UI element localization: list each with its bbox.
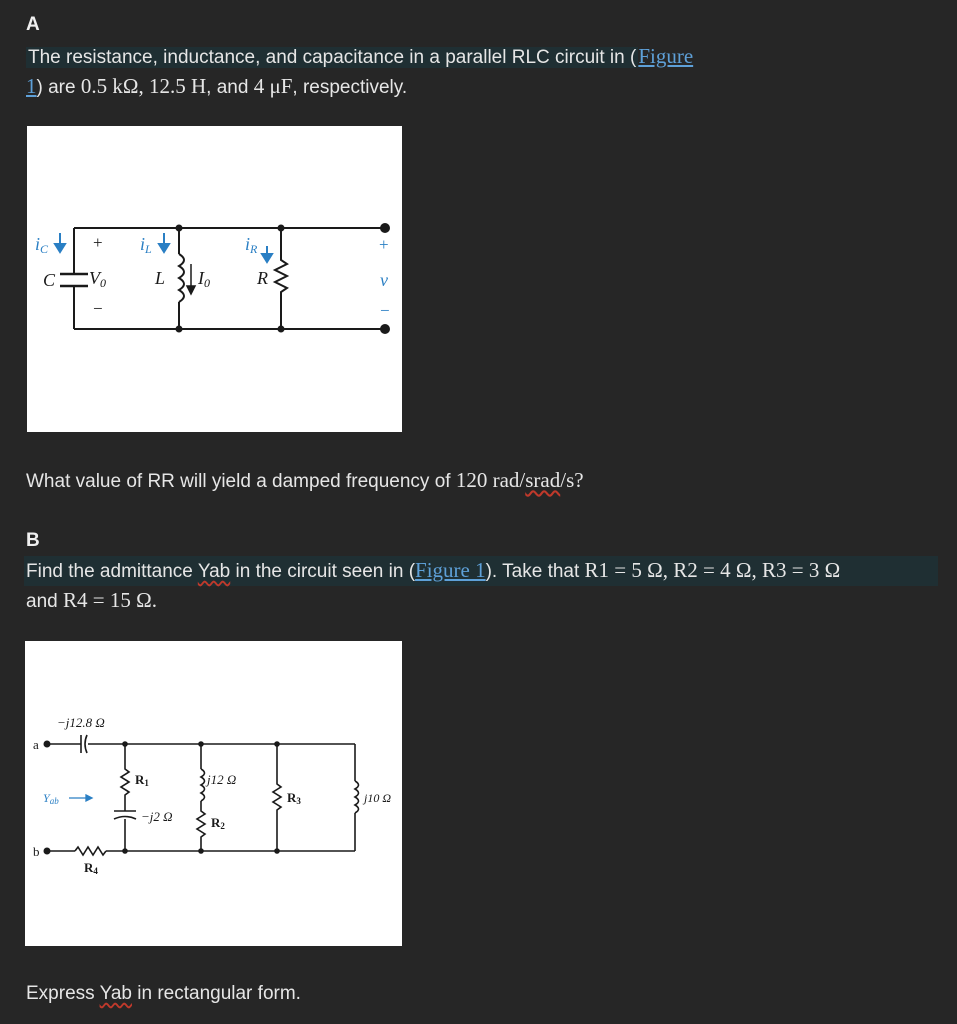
part-b-instruction (26, 980, 301, 1008)
r1-label: R1 (135, 772, 149, 788)
part-b-text3: ). Take that (485, 561, 585, 582)
express-yab: Yab (99, 983, 132, 1004)
l-value: 12.5 H (148, 74, 207, 98)
rlc-circuit-diagram (27, 126, 402, 432)
yab-term: Yab (197, 561, 231, 582)
sep: , (751, 558, 762, 582)
part-a-text4: , respectively. (292, 77, 408, 98)
v0-label: V0 (89, 268, 106, 290)
admittance-circuit-figure (25, 641, 402, 946)
r3-label: R3 (287, 790, 301, 806)
question-unit: srad (525, 468, 561, 492)
r-value: 0.5 kΩ (80, 74, 139, 98)
part-a-statement-line1 (26, 42, 693, 72)
r2-value: R2 = 4 Ω (673, 558, 752, 582)
cap-top-label: −j12.8 Ω (57, 715, 105, 730)
v0-minus: − (93, 299, 103, 318)
rlc-circuit-figure (27, 126, 402, 432)
r2-label: R2 (211, 815, 225, 831)
part-a-header: A (26, 14, 40, 35)
part-b-text1: Find the admittance (26, 561, 198, 582)
v-label: v (380, 270, 388, 290)
part-a-question (26, 466, 584, 496)
r-label: R (257, 268, 268, 288)
i0-label: I0 (198, 268, 210, 290)
minus-j2-label: −j2 Ω (141, 809, 173, 824)
comma: , (138, 74, 149, 98)
r4-label: R4 (84, 860, 98, 876)
express-pre: Express (26, 983, 100, 1004)
part-b-text4: and (26, 591, 63, 612)
v0-plus: + (93, 233, 103, 252)
part-b-statement-line1 (24, 556, 938, 586)
part-a-text3: , and (206, 77, 254, 98)
sep: , (662, 558, 674, 582)
il-label: iL (140, 234, 152, 256)
ic-label: iC (35, 234, 49, 256)
part-b-header: B (26, 530, 40, 551)
r3-value: R3 = 3 Ω (761, 558, 841, 582)
c-value: 4 μF (253, 74, 293, 98)
figure-link-a-num[interactable]: 1 (26, 74, 37, 98)
period: . (151, 588, 157, 612)
figure-link-a[interactable]: Figure (638, 44, 694, 68)
terminal-a: a (33, 737, 39, 752)
r1-value: R1 = 5 Ω (584, 558, 663, 582)
c-label: C (43, 270, 56, 290)
figure-link-b[interactable]: Figure 1 (415, 558, 486, 582)
ir-label: iR (245, 234, 258, 256)
r4-value: R4 = 15 Ω (62, 588, 152, 612)
yab-label: Yab (43, 791, 59, 806)
admittance-circuit-diagram (25, 641, 402, 946)
question-post: /s? (560, 468, 584, 492)
part-a-text1: The resistance, inductance, and capacitance in a parallel RLC circuit in ( (28, 47, 637, 68)
l-label: L (155, 268, 166, 288)
j10-label: j10 Ω (364, 791, 392, 805)
question-value: 120 rad/ (455, 468, 526, 492)
v-minus: − (380, 301, 390, 320)
question-pre: What value of RR will yield a damped frequency of (26, 471, 456, 492)
v-plus: + (379, 235, 389, 254)
part-b-statement-line2 (26, 586, 157, 616)
part-b-text2: in the circuit seen in ( (230, 561, 416, 582)
terminal-b: b (33, 844, 40, 859)
part-a-statement-line2 (26, 72, 407, 102)
j12-label: j12 Ω (207, 772, 237, 787)
express-post: in rectangular form. (131, 983, 301, 1004)
part-a-text2: ) are (36, 77, 81, 98)
